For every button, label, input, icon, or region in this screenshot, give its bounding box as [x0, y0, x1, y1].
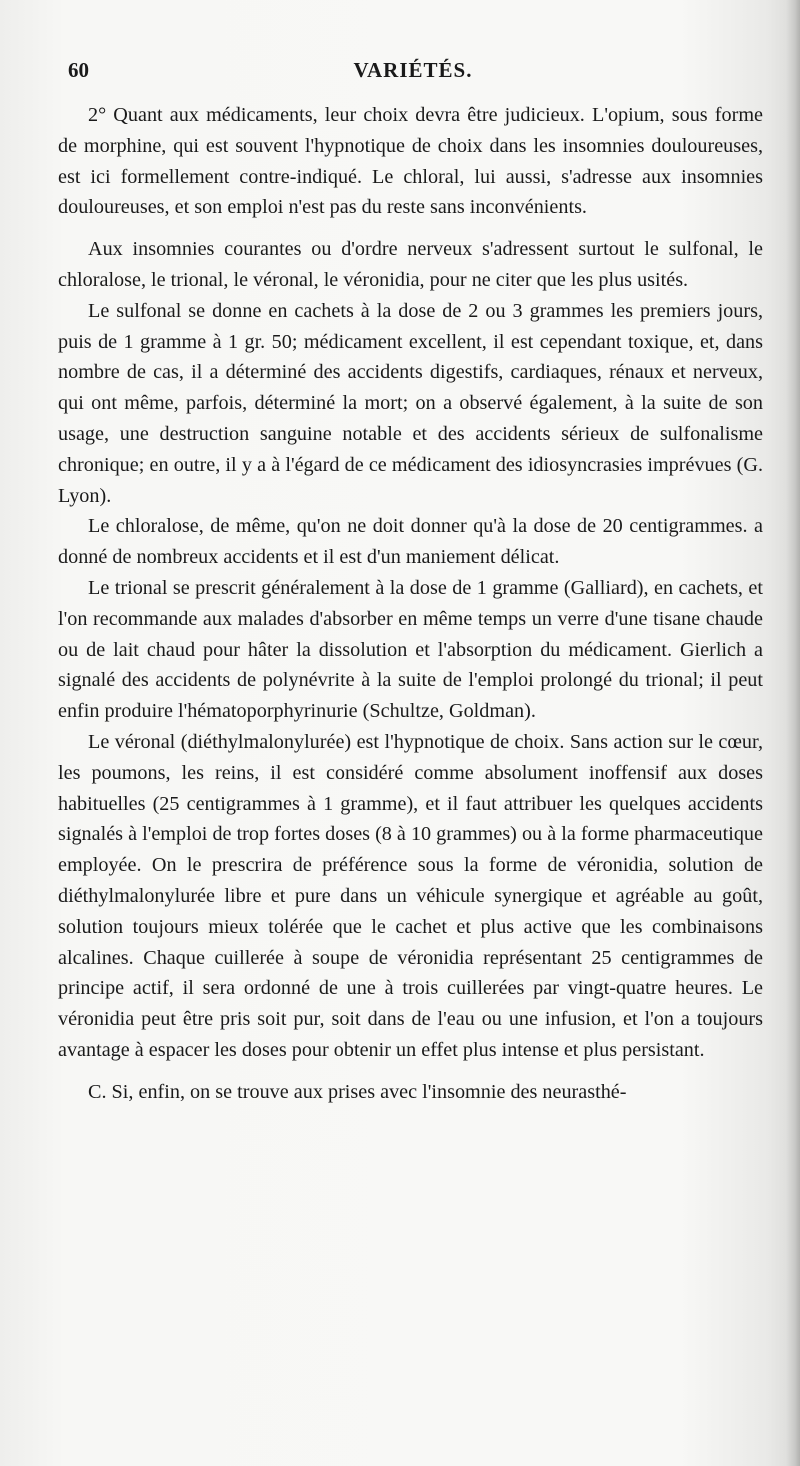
paragraph-medicaments: 2° Quant aux médicaments, leur choix devra être judicieux. L'opium, sous forme de morphine, qui est souvent l'hypnotique de choix dans les insomnies douloureuses, est ici formellement contre-indiqué. Le chloral, lui aussi, s'adresse aux insomnies douloureuses, et son emploi n'est pas du reste sans inconvénients. — [58, 104, 763, 219]
page-edge-shadow — [786, 0, 800, 1466]
paragraph-sulfonal: Le sulfonal se donne en cachets à la dose de 2 ou 3 grammes les premiers jours, puis de 1 gramme à 1 gr. 50; médicament excellent, il est cependant toxique, et, dans nombre de cas, il a déterminé des accidents digestifs, cardiaques, rénaux et nerveux, qui ont même, parfois, déterminé la mort; on a observé également, à la suite de son usage, une destruction sanguine notable et des accidents sérieux de sulfonalisme chronique; en outre, il y a à l'égard de ce médicament des idiosyncrasies imprévues (G. Lyon). — [58, 299, 763, 507]
page-header — [68, 58, 758, 88]
page-number: 60 — [68, 58, 89, 82]
body-text — [58, 100, 763, 1108]
paragraph-chloralose: Le chloralose, de même, qu'on ne doit donner qu'à la dose de 20 centigrammes. a donné de nombreux accidents et il est d'un maniement délicat. — [58, 515, 763, 569]
paragraph-insomnies-courantes: Aux insomnies courantes ou d'ordre nerveux s'adressent surtout le sulfonal, le chloralose, le trional, le véronal, le véronidia, pour ne citer que les plus usités. — [58, 238, 763, 291]
paragraph-neurasthenie: C. Si, enfin, on se trouve aux prises avec l'insomnie des neurasthé- — [88, 1080, 627, 1103]
running-head: VARIÉTÉS. — [353, 58, 473, 82]
paragraph-trional: Le trional se prescrit généralement à la dose de 1 gramme (Galliard), en cachets, et l'on recommande aux malades d'absorber en même temps un verre d'une tisane chaude ou de lait chaud pour hâter la dissolution et l'absorption du médicament. Gierlich a signalé des accidents de polynévrite à la suite de l'emploi prolongé du trional; il peut enfin produire l'hématoporphyrinurie (Schultze, Goldman). — [58, 576, 763, 723]
paragraph-veronal: Le véronal (diéthylmalonylurée) est l'hypnotique de choix. Sans action sur le cœur, les poumons, les reins, il est considéré comme absolument inoffensif aux doses habituelles (25 centigrammes à 1 gramme), et il faut attribuer les quelques accidents signalés à l'emploi de trop fortes doses (8 à 10 grammes) ou à la forme pharmaceutique employée. On le prescrira de préférence sous la forme de véronidia, solution de diéthylmalonylurée libre et pure dans un véhicule synergique et agréable au goût, solution toujours mieux tolérée que le cachet et plus active que les combinaisons alcalines. Chaque cuillerée à soupe de véronidia représentant 25 centigrammes de principe actif, il sera ordonné de une à trois cuillerées par vingt-quatre heures. Le véronidia peut être pris soit pur, soit dans de l'eau ou une infusion, et l'on a toujours avantage à espacer les doses pour obtenir un effet plus intense et plus persistant. — [58, 730, 763, 1061]
